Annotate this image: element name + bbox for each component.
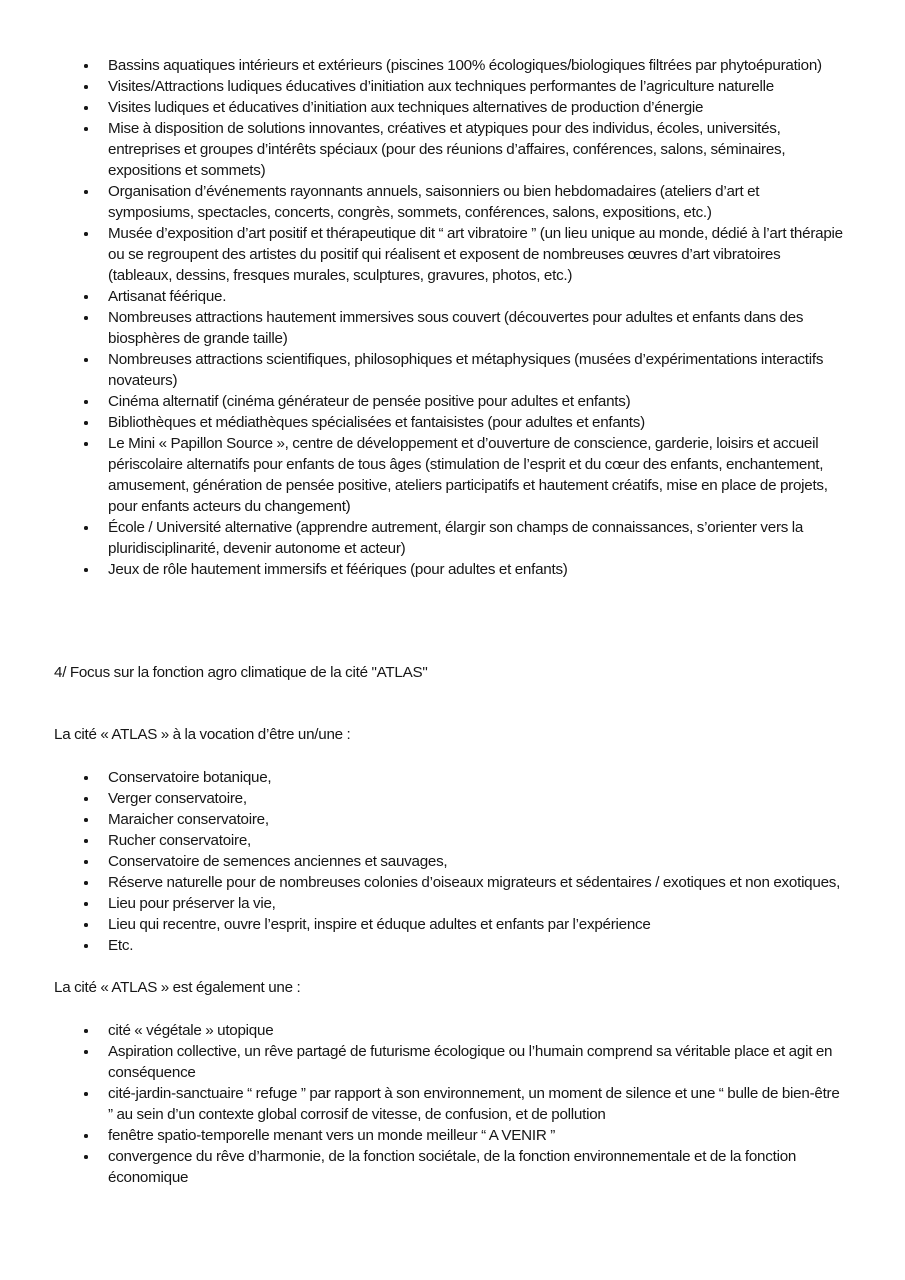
- list-item: École / Université alternative (apprendre autrement, élargir son champs de connaissances, s’orienter vers la pluridisciplinarité, devenir autonome et acteur): [0, 517, 905, 559]
- list-item: Conservatoire botanique,: [0, 767, 905, 788]
- list-item: cité-jardin-sanctuaire “ refuge ” par rapport à son environnement, un moment de silence et une “ bulle de bien-être ” au sein d’un contexte global corrosif de vitesse, de confusion, et de pollution: [0, 1083, 905, 1125]
- section-spacer-before-heading: [0, 580, 905, 662]
- list-item: Le Mini « Papillon Source », centre de développement et d’ouverture de conscience, garderie, loisirs et accueil périscolaire alternatifs pour enfants de tous âges (stimulation de l’esprit et du cœur des enfants, enchantement, amusement, génération de pensée positive, ateliers participatifs et hautement créatifs, mise en place de projets, pour enfants acteurs du changement): [0, 433, 905, 517]
- list-item: Musée d’exposition d’art positif et thérapeutique dit “ art vibratoire ” (un lieu unique au monde, dédié à l’art thérapie ou se regroupent des artistes du positif qui réalisent et exposent de nombreuses œuvres d’art vibratoires (tableaux, dessins, fresques murales, sculptures, gravures, photos, etc.): [0, 223, 905, 286]
- list-item: Artisanat féérique.: [0, 286, 905, 307]
- list-item: Réserve naturelle pour de nombreuses colonies d’oiseaux migrateurs et sédentaires / exotiques et non exotiques,: [0, 872, 905, 893]
- list-item: Rucher conservatoire,: [0, 830, 905, 851]
- features-bullet-list: [0, 55, 905, 580]
- list-item: cité « végétale » utopique: [0, 1020, 905, 1041]
- list-item: Bassins aquatiques intérieurs et extérieurs (piscines 100% écologiques/biologiques filtrées par phytoépuration): [0, 55, 905, 76]
- list-item: Maraicher conservatoire,: [0, 809, 905, 830]
- list-item: Nombreuses attractions scientifiques, philosophiques et métaphysiques (musées d’expérimentations interactifs novateurs): [0, 349, 905, 391]
- spacer-before-vocation-list: [0, 745, 905, 767]
- top-spacer: [0, 0, 905, 55]
- list-item: Etc.: [0, 935, 905, 956]
- list-item: Jeux de rôle hautement immersifs et féériques (pour adultes et enfants): [0, 559, 905, 580]
- egalement-bullet-list: [0, 1020, 905, 1188]
- list-item: Visites ludiques et éducatives d’initiation aux techniques alternatives de production d’énergie: [0, 97, 905, 118]
- list-item: Aspiration collective, un rêve partagé de futurisme écologique ou l’humain comprend sa véritable place et agit en conséquence: [0, 1041, 905, 1083]
- list-item: Bibliothèques et médiathèques spécialisées et fantaisistes (pour adultes et enfants): [0, 412, 905, 433]
- section-spacer-after-heading: [0, 683, 905, 724]
- vocation-bullet-list: [0, 767, 905, 956]
- list-item: Organisation d’événements rayonnants annuels, saisonniers ou bien hebdomadaires (ateliers d’art et symposiums, spectacles, concerts, congrès, sommets, conférences, salons, expositions, etc.): [0, 181, 905, 223]
- list-item: Conservatoire de semences anciennes et sauvages,: [0, 851, 905, 872]
- list-item: Nombreuses attractions hautement immersives sous couvert (découvertes pour adultes et enfants dans des biosphères de grande taille): [0, 307, 905, 349]
- spacer-before-egalement-list: [0, 998, 905, 1020]
- list-item: Mise à disposition de solutions innovantes, créatives et atypiques pour des individus, écoles, universités, entreprises et groupes d’intérêts spéciaux (pour des réunions d’affaires, conférences, salons, séminaires, expositions et sommets): [0, 118, 905, 181]
- list-item: Verger conservatoire,: [0, 788, 905, 809]
- list-item: convergence du rêve d’harmonie, de la fonction sociétale, de la fonction environnementale et de la fonction économique: [0, 1146, 905, 1188]
- list-item: Lieu pour préserver la vie,: [0, 893, 905, 914]
- intro-vocation-paragraph: La cité « ATLAS » à la vocation d’être un/une :: [54, 726, 351, 743]
- list-item: Visites/Attractions ludiques éducatives d’initiation aux techniques performantes de l’agriculture naturelle: [0, 76, 905, 97]
- list-item: Cinéma alternatif (cinéma générateur de pensée positive pour adultes et enfants): [0, 391, 905, 412]
- section-heading-agro: 4/ Focus sur la fonction agro climatique de la cité "ATLAS": [54, 664, 428, 681]
- spacer-before-egalement: [0, 956, 905, 977]
- list-item: fenêtre spatio-temporelle menant vers un monde meilleur “ A VENIR ”: [0, 1125, 905, 1146]
- intro-egalement-paragraph: La cité « ATLAS » est également une :: [54, 979, 301, 996]
- list-item: Lieu qui recentre, ouvre l’esprit, inspire et éduque adultes et enfants par l’expérience: [0, 914, 905, 935]
